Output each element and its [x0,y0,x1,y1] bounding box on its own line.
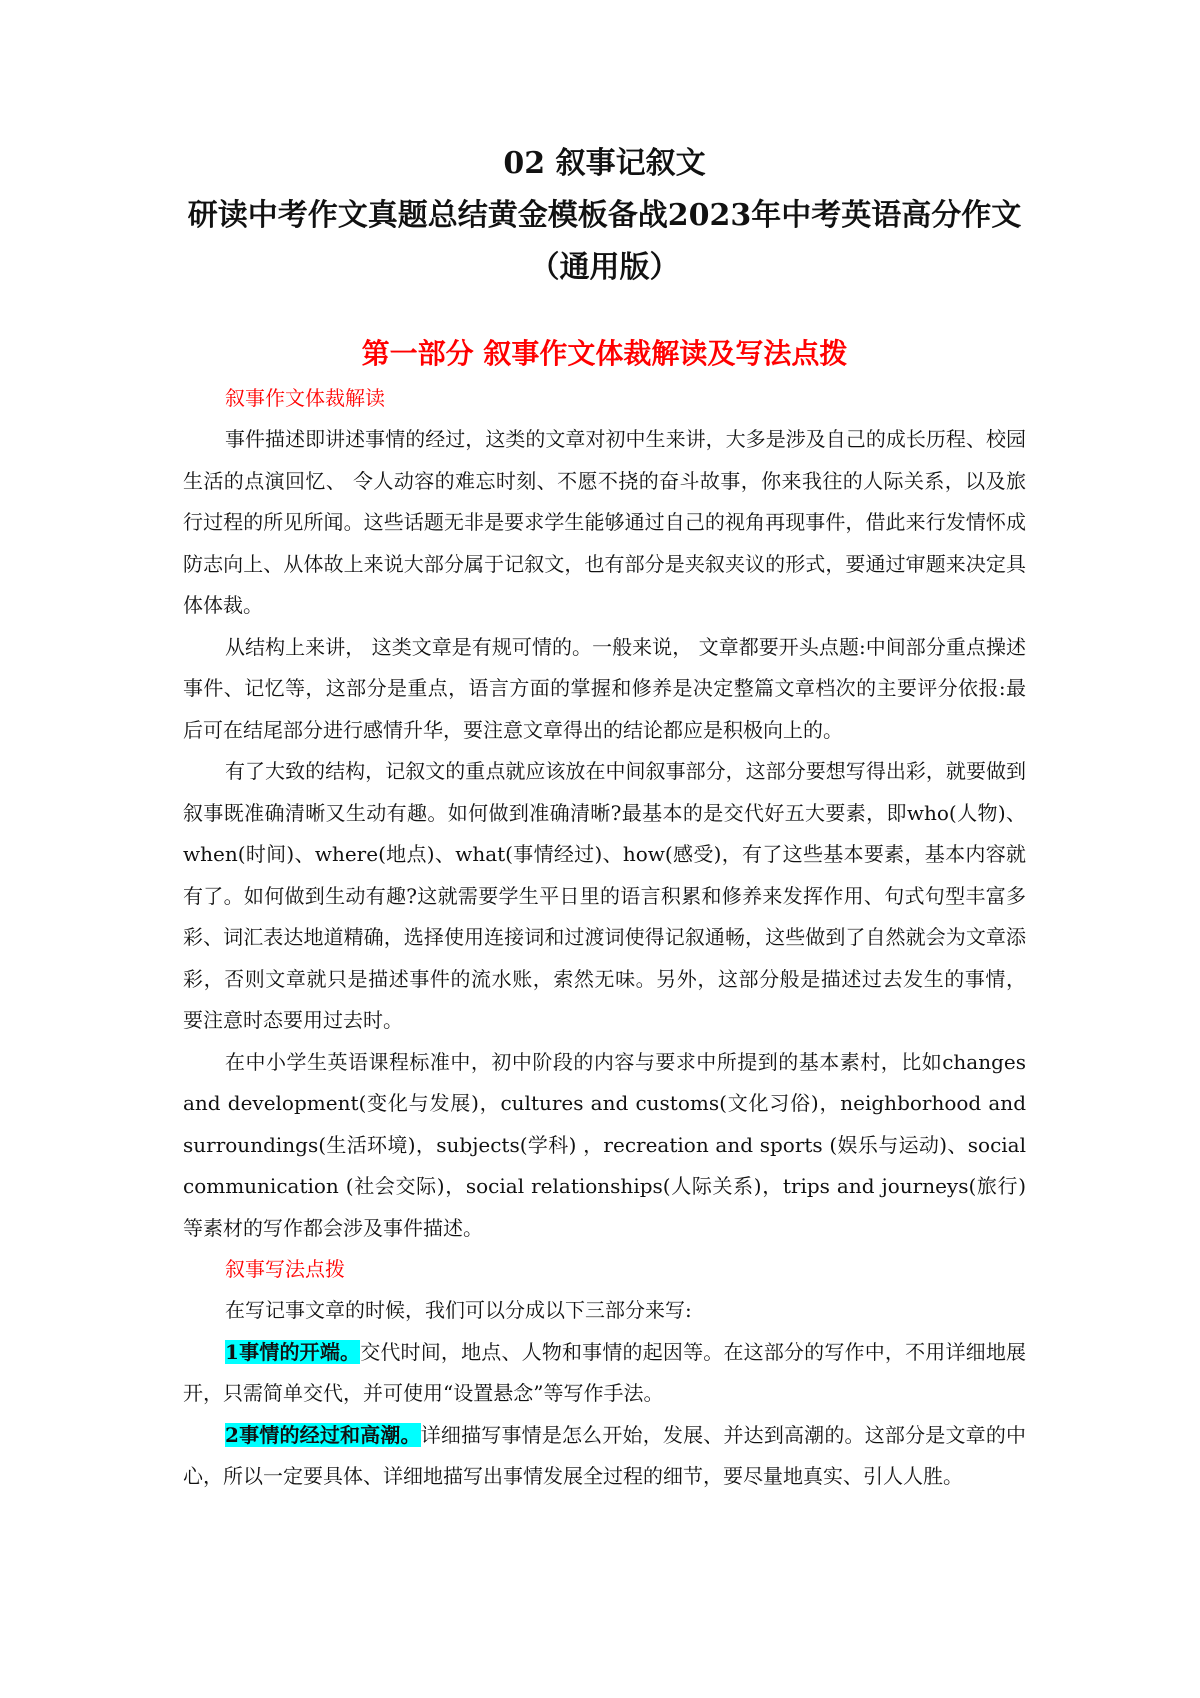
paragraph-2: 从结构上来讲， 这类文章是有规可情的。一般来说， 文章都要开头点题:中间部分重点操述事件、记忆等，这部分是重点，语言方面的掌握和修养是决定整篇文章档次的主要评分依报:最后可在结尾部分进行感情升华，要注意文章得出的结论都应是积极向上的。 [183,634,1026,742]
paragraph-1: 事件描述即讲述事情的经过，这类的文章对初中生来讲，大多是涉及自己的成长历程、校园生活的点演回忆、 令人动容的难忘时刻、不愿不挠的奋斗故事，你来我往的人际关系，以及旅行过程的所见所闻。这些话题无非是要求学生能够通过自己的视角再现事件，借此来行发情怀成防志向上、从体故上来说大部分属于记叙文，也有部分是夹叙夹议的形式，要通过审题来决定具体体裁。 [183,427,1026,617]
paragraph-4: 在中小学生英语课程标准中，初中阶段的内容与要求中所提到的基本素村，比如changes and development(变化与发展)，cultures and customs(文化习俗)，neighborhood and surroundings(生活环境)，subjects(学科) ，recreation and sports (娱乐与运动)、social communication (社会交际)，social relationships(人际关系)，trips and journeys(旅行)等素材的写作都会涉及事件描述。 [183,1049,1026,1240]
item1-text: 交代时间，地点、人物和事情的起因等。在这部分的写作中，不用详细地展开，只需简单交代，并可使用“设置悬念”等写作手法。 [183,1339,1026,1405]
document-title-line3: （通用版） [529,250,680,285]
item2-label: 2事情的经过和高潮。 [225,1422,421,1447]
list-item-2 [183,1415,1026,1498]
item1-label: 1事情的开端。 [225,1339,361,1364]
section1-heading [183,378,1026,419]
paragraph-3: 有了大致的结构，记叙文的重点就应该放在中间叙事部分，这部分要想写得出彩，就要做到叙事既准确清晰又生动有趣。如何做到准确清晰?最基本的是交代好五大要素，即who(人物)、when(时间)、where(地点)、what(事情经过)、how(感受)，有了这些基本要素，基本内容就有了。如何做到生动有趣?这就需要学生平日里的语言积累和修养来发挥作用、句式句型丰富多彩、词汇表达地道精确，选择使用连接词和过渡词使得记叙通畅，这些做到了自然就会为文章添彩，否则文章就只是描述事件的流水账，索然无味。另外，这部分般是描述过去发生的事情， 要注意时态要用过去时。 [183,759,1026,1032]
section2-heading [183,1249,1026,1290]
paragraph-5: 在写记事文章的时候，我们可以分成以下三部分来写: [225,1298,692,1322]
section2-heading-text: 叙事写法点拨 [225,1257,345,1281]
part1-heading: 第一部分 叙事作文体裁解读及写法点拨 [361,337,848,370]
document-title-line2: 研读中考作文真题总结黄金模板备战2023年中考英语高分作文 [187,198,1022,233]
list-item-1 [183,1332,1026,1415]
item2-text: 详细描写事情是怎么开始，发展、并达到高潮的。这部分是文章的中心，所以一定要具体、详细地描写出事情发展全过程的细节，要尽量地真实、引人人胜。 [183,1422,1026,1488]
document-page [183,138,1026,1498]
section1-heading-text: 叙事作文体裁解读 [225,386,385,410]
document-title-line1: 02 叙事记叙文 [503,146,706,181]
